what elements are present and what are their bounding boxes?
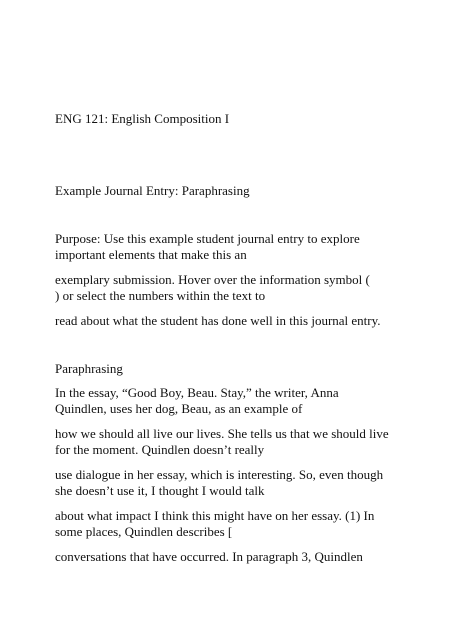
purpose-line: ) or select the numbers within the text to — [55, 288, 266, 303]
purpose-line: Purpose: Use this example student journal entry to explore — [55, 231, 360, 246]
body-line: use dialogue in her essay, which is interesting. So, even though — [55, 467, 384, 482]
body-line: In the essay, “Good Boy, Beau. Stay,” the writer, Anna — [55, 385, 339, 400]
purpose-line: important elements that make this an — [55, 247, 247, 262]
entry-title: Example Journal Entry: Paraphrasing — [55, 183, 250, 198]
purpose-line: exemplary submission. Hover over the information symbol ( — [55, 272, 370, 287]
body-line: conversations that have occurred. In paragraph 3, Quindlen — [55, 549, 363, 564]
body-line: Quindlen, uses her dog, Beau, as an example of — [55, 401, 303, 416]
section-heading: Paraphrasing — [55, 361, 123, 376]
body-line: about what impact I think this might have on her essay. (1) In — [55, 508, 375, 523]
purpose-line: read about what the student has done well in this journal entry. — [55, 313, 381, 328]
body-line: for the moment. Quindlen doesn’t really — [55, 442, 265, 457]
body-line: she doesn’t use it, I thought I would talk — [55, 483, 265, 498]
body-line: some places, Quindlen describes [ — [55, 524, 233, 539]
body-line: how we should all live our lives. She tells us that we should live — [55, 426, 389, 441]
course-title: ENG 121: English Composition I — [55, 111, 230, 126]
